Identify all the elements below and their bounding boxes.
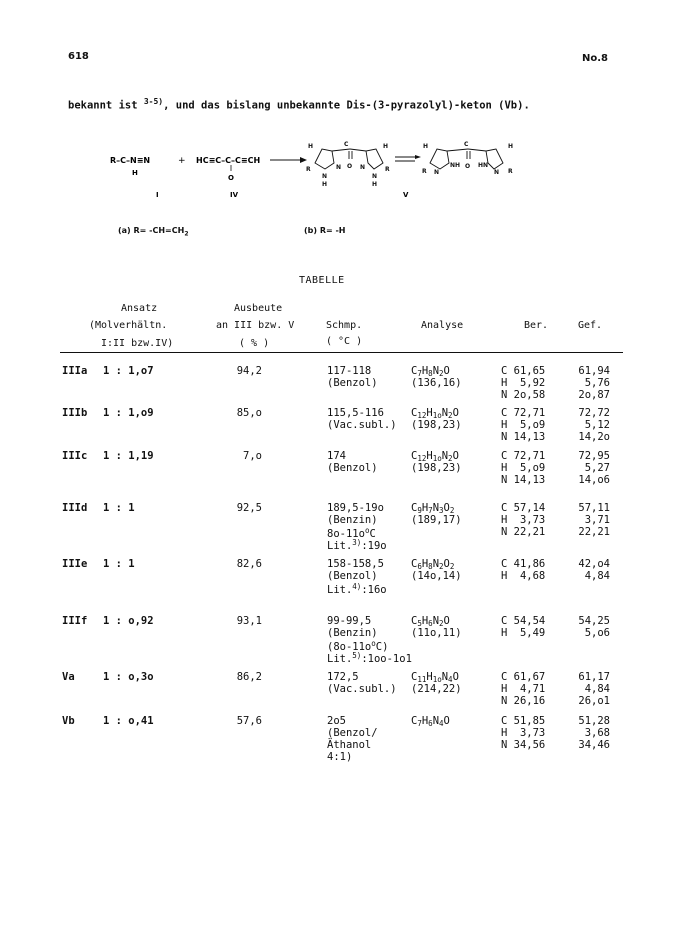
svg-text:R: R (508, 168, 513, 175)
row-found: 61,94 (578, 365, 610, 377)
svg-text:N: N (434, 169, 440, 176)
row-ratio: 1 : 1,o9 (103, 407, 154, 419)
row-yield: 57,6 (236, 715, 262, 727)
row-id: Va (62, 671, 75, 683)
row-calculated: H 5,o9 (501, 419, 546, 431)
intro-text-end: , und das bislang unbekannte Dis-(3-pyrazolyl)-keton (Vb). (163, 99, 530, 112)
row-molecular-weight: (198,23) (411, 419, 462, 431)
header-ausbeute: Ausbeute (234, 303, 283, 314)
row-calculated: H 4,68 (501, 570, 546, 582)
row-melting-point: $(8o-11o^oC)$ (327, 639, 389, 653)
row-ratio: 1 : 1 (103, 558, 135, 570)
svg-text:C: C (344, 141, 349, 148)
row-found: 51,28 (578, 715, 610, 727)
row-formula: $C_7H_8N_2O$ (411, 365, 450, 378)
svg-text:H: H (508, 143, 514, 150)
row-found: 4,84 (584, 570, 610, 582)
row-found: 61,17 (578, 671, 610, 683)
row-calculated: C 54,54 (501, 615, 546, 627)
row-calculated: N 34,56 (501, 739, 546, 751)
variant-b: (b) R= -H (304, 226, 346, 235)
row-found: 5,o6 (584, 627, 610, 639)
row-melting-point: 99-99,5 (327, 615, 372, 627)
row-melting-point: 4:1) (327, 751, 353, 763)
header-schmp: Schmp. (326, 320, 363, 331)
svg-text:H: H (322, 181, 328, 188)
header-ber: Ber. (524, 320, 549, 331)
row-found: 72,72 (578, 407, 610, 419)
svg-text:H: H (423, 143, 429, 150)
row-calculated: C 51,85 (501, 715, 546, 727)
svg-text:R: R (385, 166, 390, 173)
svg-text:N: N (360, 164, 366, 171)
row-found: 57,11 (578, 502, 610, 514)
row-molecular-weight: (136,16) (411, 377, 462, 389)
row-id: Vb (62, 715, 75, 727)
variant-a-text: (a) R= -CH=CH (118, 226, 185, 235)
header-ansatz: Ansatz (121, 303, 158, 314)
header-schmp-unit: ( °C ) (326, 336, 363, 347)
row-found: 54,25 (578, 615, 610, 627)
row-molecular-weight: (11o,11) (411, 627, 462, 639)
row-yield: 7,o (243, 450, 262, 462)
row-calculated: C 41,86 (501, 558, 546, 570)
row-calculated: H 5,49 (501, 627, 546, 639)
row-id: IIIf (62, 615, 88, 627)
svg-text:R: R (422, 168, 427, 175)
row-melting-point: (Vac.subl.) (327, 419, 397, 431)
header-gef: Gef. (578, 320, 603, 331)
row-molecular-weight: (189,17) (411, 514, 462, 526)
row-id: IIIb (62, 407, 88, 419)
header-molverhaeltnis: (Molverhältn. (89, 320, 168, 331)
header-ratio-basis: I:II bzw.IV) (101, 338, 174, 349)
row-ratio: 1 : o,41 (103, 715, 154, 727)
svg-text:O: O (347, 163, 353, 170)
row-found: 3,71 (584, 514, 610, 526)
label-I: I (156, 191, 159, 199)
row-found: 72,95 (578, 450, 610, 462)
row-melting-point: (Benzol/ (327, 727, 378, 739)
row-calculated: H 3,73 (501, 514, 546, 526)
row-melting-point: (Benzol) (327, 462, 378, 474)
row-found: 4,84 (584, 683, 610, 695)
plus-sign: + (178, 156, 186, 166)
svg-text:HN: HN (478, 162, 489, 169)
row-melting-point: (Benzol) (327, 377, 378, 389)
row-calculated: H 5,o9 (501, 462, 546, 474)
svg-text:C: C (464, 141, 469, 148)
row-calculated: H 3,73 (501, 727, 546, 739)
row-yield: 82,6 (236, 558, 262, 570)
row-formula: $C_{12}H_{1o}N_2O$ (411, 450, 459, 463)
row-melting-point: 189,5-19o (327, 502, 384, 514)
row-calculated: H 5,92 (501, 377, 546, 389)
row-melting-point: Äthanol (327, 739, 372, 751)
row-melting-point: 158-158,5 (327, 558, 384, 570)
issue-number: No.8 (582, 53, 608, 64)
row-calculated: C 61,65 (501, 365, 546, 377)
intro-reference: 3-5) (143, 97, 164, 106)
reactant-IV-oxygen: O (228, 174, 234, 182)
row-melting-point: (Benzin) (327, 627, 378, 639)
row-calculated: C 72,71 (501, 450, 546, 462)
svg-text:N: N (372, 173, 378, 180)
row-molecular-weight: (14o,14) (411, 570, 462, 582)
header-ausbeute-unit: ( % ) (239, 338, 270, 349)
row-ratio: 1 : 1,o7 (103, 365, 154, 377)
row-molecular-weight: (198,23) (411, 462, 462, 474)
svg-text:H: H (383, 143, 389, 150)
row-melting-point: 115,5-116 (327, 407, 384, 419)
row-ratio: 1 : 1 (103, 502, 135, 514)
intro-text-start: bekannt ist (68, 99, 144, 112)
row-id: IIIa (62, 365, 88, 377)
row-found: 34,46 (578, 739, 610, 751)
row-melting-point: Lit.$^{5)}$:1oo-1o1 (327, 651, 412, 665)
row-calculated: C 61,67 (501, 671, 546, 683)
row-id: IIId (62, 502, 88, 514)
row-molecular-weight: (214,22) (411, 683, 462, 695)
row-melting-point: 2o5 (327, 715, 346, 727)
svg-text:N: N (336, 164, 342, 171)
row-melting-point: (Benzol) (327, 570, 378, 582)
row-formula: $C_7H_6N_4O$ (411, 715, 450, 728)
row-id: IIIc (62, 450, 88, 462)
row-yield: 93,1 (236, 615, 262, 627)
label-IV: IV (230, 191, 239, 199)
svg-text:H: H (372, 181, 378, 188)
row-formula: $C_9H_7N_3O_2$ (411, 502, 455, 515)
row-formula: $C_5H_6N_2O$ (411, 615, 450, 628)
row-ratio: 1 : o,92 (103, 615, 154, 627)
row-formula: $C_{12}H_{1o}N_2O$ (411, 407, 459, 420)
row-calculated: H 4,71 (501, 683, 546, 695)
row-melting-point: Lit.$^{4)}$:16o (327, 582, 387, 596)
row-melting-point: (Vac.subl.) (327, 683, 397, 695)
label-V: V (403, 191, 409, 199)
row-formula: $C_{11}H_{1o}N_4O$ (411, 671, 459, 684)
row-melting-point: 117-118 (327, 365, 372, 377)
row-melting-point: 172,5 (327, 671, 359, 683)
header-analyse: Analyse (421, 320, 464, 331)
row-found: 14,o6 (578, 474, 610, 486)
row-yield: 86,2 (236, 671, 262, 683)
row-calculated: N 22,21 (501, 526, 546, 538)
row-yield: 92,5 (236, 502, 262, 514)
header-ausbeute-basis: an III bzw. V (216, 320, 295, 331)
row-id: IIIe (62, 558, 88, 570)
row-found: 42,o4 (578, 558, 610, 570)
reactant-IV: HC≡C–C–C≡CH (196, 156, 261, 165)
table-title: TABELLE (299, 275, 345, 286)
row-melting-point: 174 (327, 450, 346, 462)
row-found: 3,68 (584, 727, 610, 739)
svg-text:NH: NH (450, 162, 461, 169)
row-calculated: N 2o,58 (501, 389, 546, 401)
reactant-I: R–C–N≡N (110, 156, 151, 165)
row-calculated: N 14,13 (501, 474, 546, 486)
row-yield: 94,2 (236, 365, 262, 377)
variant-a-subscript: 2 (184, 230, 189, 238)
row-melting-point: $8o-11o^oC$ (327, 526, 376, 540)
row-found: 14,2o (578, 431, 610, 443)
row-found: 5,27 (584, 462, 610, 474)
row-calculated: C 57,14 (501, 502, 546, 514)
row-found: 5,76 (584, 377, 610, 389)
row-calculated: C 72,71 (501, 407, 546, 419)
row-calculated: N 14,13 (501, 431, 546, 443)
row-yield: 85,o (236, 407, 262, 419)
row-calculated: N 26,16 (501, 695, 546, 707)
row-ratio: 1 : o,3o (103, 671, 154, 683)
page-number: 618 (68, 51, 89, 62)
svg-text:H: H (308, 143, 314, 150)
row-melting-point: Lit.$^{3)}$:19o (327, 538, 387, 552)
row-found: 22,21 (578, 526, 610, 538)
svg-text:O: O (465, 163, 471, 170)
row-formula: $C_6H_8N_2O_2$ (411, 558, 455, 571)
row-found: 26,o1 (578, 695, 610, 707)
row-found: 5,12 (584, 419, 610, 431)
svg-text:R: R (306, 166, 311, 173)
reactant-I-hydrogen: H (132, 169, 138, 177)
svg-text:N: N (494, 169, 500, 176)
row-found: 2o,87 (578, 389, 610, 401)
svg-text:N: N (322, 173, 328, 180)
row-ratio: 1 : 1,19 (103, 450, 154, 462)
row-melting-point: (Benzin) (327, 514, 378, 526)
